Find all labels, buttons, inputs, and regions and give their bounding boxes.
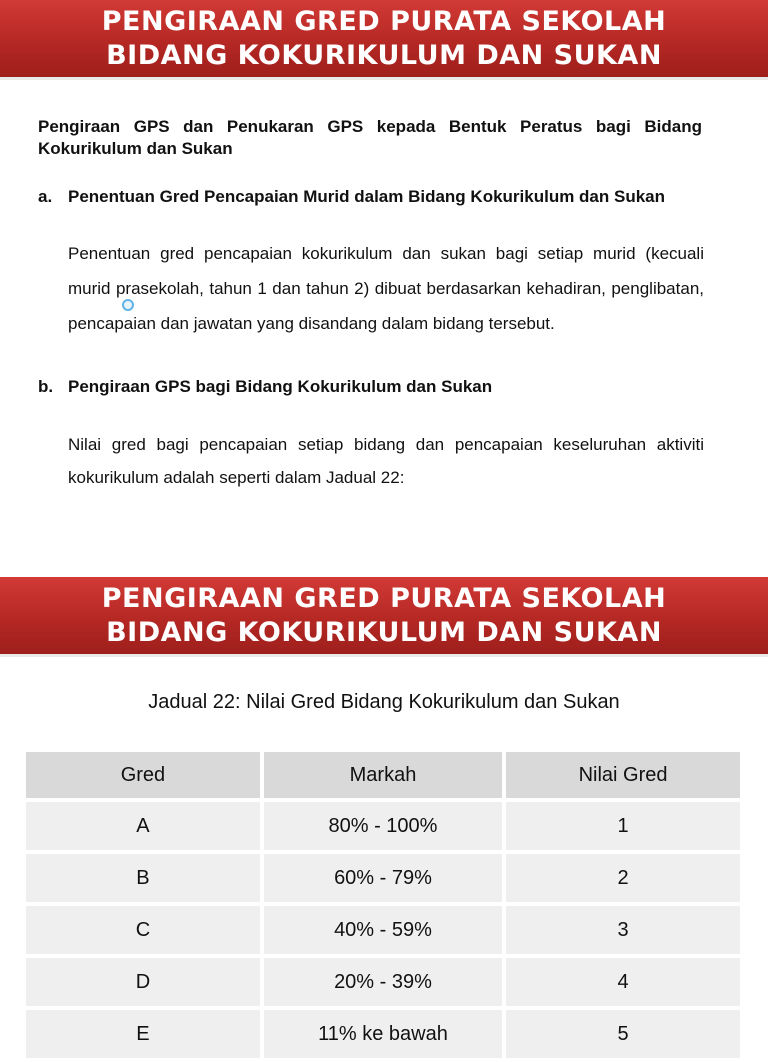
section-b-heading (38, 377, 702, 397)
section-a-title: Penentuan Gred Pencapaian Murid dalam Bidang Kokurikulum dan Sukan (68, 187, 666, 206)
slide-title-line-2: BIDANG KOKURIKULUM DAN SUKAN (106, 616, 662, 648)
cell-gred: C (26, 906, 260, 954)
cell-nilai-gred: 2 (506, 854, 740, 902)
cell-markah: 80% - 100% (264, 802, 502, 850)
table-caption: Jadual 22: Nilai Gred Bidang Kokurikulum dan Sukan (148, 691, 620, 713)
table-row (26, 958, 740, 1006)
section-b-paragraph: Nilai gred bagi pencapaian setiap bidang dan pencapaian keseluruhan aktiviti kokurikulum adalah seperti dalam Jadual 22: (68, 435, 704, 487)
slide-title-line-1: PENGIRAAN GRED PURATA SEKOLAH (101, 5, 667, 37)
slide-title-line-2: BIDANG KOKURIKULUM DAN SUKAN (106, 39, 662, 71)
section-a-paragraph: Penentuan gred pencapaian kokurikulum dan sukan bagi setiap murid (kecuali murid prasekolah, tahun 1 dan tahun 2) dibuat berdasarkan kehadiran, penglibatan, pencapaian dan jawatan yang disandang dalam bidang tersebut. (68, 244, 704, 333)
section-a-heading (38, 187, 702, 207)
cell-markah: 20% - 39% (264, 958, 502, 1006)
cell-nilai-gred: 1 (506, 802, 740, 850)
header-markah: Markah (264, 752, 502, 798)
section-b-title: Pengiraan GPS bagi Bidang Kokurikulum dan Sukan (68, 377, 493, 396)
cell-nilai-gred: 5 (506, 1010, 740, 1058)
section-a-letter: a. (38, 187, 53, 206)
intro-heading: Pengiraan GPS dan Penukaran GPS kepada Bentuk Peratus bagi Bidang Kokurikulum dan Sukan (38, 117, 702, 158)
cell-gred: A (26, 802, 260, 850)
header-gred: Gred (26, 752, 260, 798)
section-b-letter: b. (38, 377, 54, 396)
table-row (26, 906, 740, 954)
table-row (26, 854, 740, 902)
cell-markah: 40% - 59% (264, 906, 502, 954)
cell-nilai-gred: 4 (506, 958, 740, 1006)
table-header-row (26, 752, 740, 798)
pointer-cursor-icon (122, 299, 134, 311)
slide-title-line-1: PENGIRAAN GRED PURATA SEKOLAH (101, 582, 667, 614)
table-row (26, 802, 740, 850)
cell-gred: B (26, 854, 260, 902)
header-nilai-gred: Nilai Gred (506, 752, 740, 798)
cell-gred: E (26, 1010, 260, 1058)
cell-markah: 60% - 79% (264, 854, 502, 902)
cell-gred: D (26, 958, 260, 1006)
cell-markah: 11% ke bawah (264, 1010, 502, 1058)
slide-title-banner (0, 0, 768, 80)
cell-nilai-gred: 3 (506, 906, 740, 954)
grade-table (22, 748, 744, 1062)
slide-title-banner (0, 577, 768, 657)
table-row (26, 1010, 740, 1058)
